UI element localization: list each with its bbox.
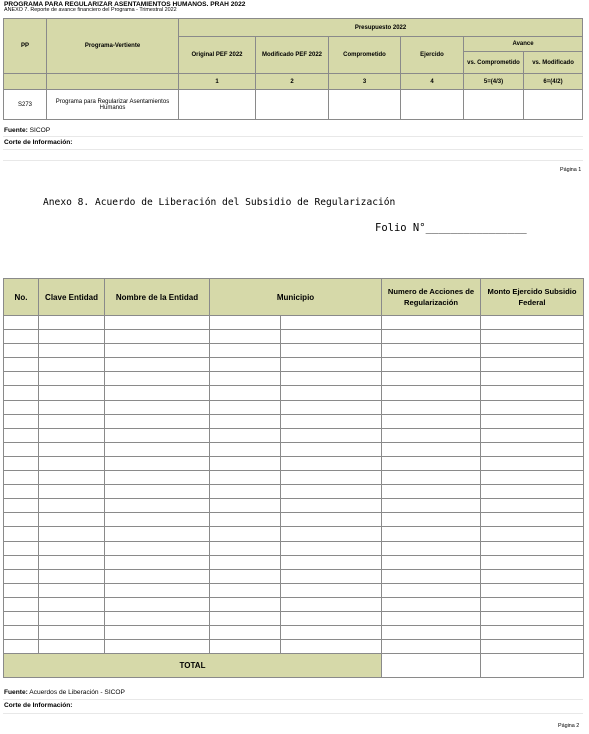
table-row — [4, 414, 584, 428]
table-row — [4, 499, 584, 513]
monto-cell — [481, 316, 584, 330]
no-cell — [4, 372, 39, 386]
table-row — [4, 330, 584, 344]
nombre-cell — [105, 428, 210, 442]
no-cell — [4, 344, 39, 358]
row-pp: S273 — [4, 90, 47, 120]
no-cell — [4, 386, 39, 400]
no-cell — [4, 597, 39, 611]
clave-cell — [39, 640, 105, 654]
page-number-1: Página 1 — [560, 167, 582, 173]
table-row — [4, 626, 584, 640]
no-cell — [4, 414, 39, 428]
monto-cell — [481, 640, 584, 654]
clave-cell — [39, 597, 105, 611]
acciones-cell — [382, 597, 481, 611]
gridline — [3, 149, 583, 150]
table-row — [4, 541, 584, 555]
gridline — [3, 136, 583, 137]
acciones-cell — [382, 358, 481, 372]
folio-field: Folio N°________________ — [375, 222, 527, 234]
clave-cell — [39, 442, 105, 456]
table-row — [4, 555, 584, 569]
municipio-cell — [210, 358, 281, 372]
acciones-cell — [382, 569, 481, 583]
table-row — [4, 597, 584, 611]
acciones-cell — [382, 527, 481, 541]
col-avance-header: Avance — [464, 37, 583, 52]
acciones-cell — [382, 442, 481, 456]
clave-cell — [39, 414, 105, 428]
acciones-cell — [382, 555, 481, 569]
nombre-cell — [105, 414, 210, 428]
col-acciones-header: Numero de Acciones de Regularización — [382, 279, 481, 316]
acciones-cell — [382, 414, 481, 428]
acciones-cell — [382, 456, 481, 470]
municipio-cell — [210, 513, 281, 527]
clave-cell — [39, 316, 105, 330]
acciones-cell — [382, 611, 481, 625]
row-vs-comprometido-cell — [464, 90, 524, 120]
monto-cell — [481, 344, 584, 358]
corte-label: Corte de Información: — [4, 702, 73, 709]
municipio-sub-cell — [281, 485, 382, 499]
no-cell — [4, 442, 39, 456]
acciones-cell — [382, 471, 481, 485]
col-pp-header: PP — [4, 19, 47, 74]
municipio-cell — [210, 499, 281, 513]
clave-cell — [39, 569, 105, 583]
municipio-cell — [210, 626, 281, 640]
monto-cell — [481, 456, 584, 470]
no-cell — [4, 485, 39, 499]
corte-note-2 — [4, 702, 73, 709]
nombre-cell — [105, 330, 210, 344]
clave-cell — [39, 513, 105, 527]
col-clave-header: Clave Entidad — [39, 279, 105, 316]
no-cell — [4, 499, 39, 513]
monto-cell — [481, 358, 584, 372]
municipio-sub-cell — [281, 597, 382, 611]
col-vs-modificado-header: vs. Modificado — [524, 52, 583, 74]
municipio-sub-cell — [281, 541, 382, 555]
municipio-sub-cell — [281, 569, 382, 583]
municipio-sub-cell — [281, 471, 382, 485]
report-subtitle: ANEXO 7. Reporte de avance financiero del Programa - Trimestral 2022 — [4, 7, 177, 13]
no-cell — [4, 569, 39, 583]
clave-cell — [39, 583, 105, 597]
col-nombre-header: Nombre de la Entidad — [105, 279, 210, 316]
table-row — [4, 569, 584, 583]
index-cell: 4 — [401, 74, 464, 90]
municipio-sub-cell — [281, 330, 382, 344]
municipio-sub-cell — [281, 386, 382, 400]
row-modificado-cell — [256, 90, 329, 120]
no-cell — [4, 428, 39, 442]
clave-cell — [39, 428, 105, 442]
col-vs-comprometido-header: vs. Comprometido — [464, 52, 524, 74]
acciones-cell — [382, 428, 481, 442]
page-number-2: Página 2 — [558, 723, 580, 729]
municipio-sub-cell — [281, 358, 382, 372]
municipio-sub-cell — [281, 414, 382, 428]
table-row — [4, 372, 584, 386]
corte-note-1 — [4, 139, 73, 146]
monto-cell — [481, 527, 584, 541]
nombre-cell — [105, 499, 210, 513]
monto-cell — [481, 541, 584, 555]
acciones-cell — [382, 640, 481, 654]
clave-cell — [39, 358, 105, 372]
no-cell — [4, 330, 39, 344]
table-row — [4, 640, 584, 654]
nombre-cell — [105, 372, 210, 386]
municipio-sub-cell — [281, 456, 382, 470]
index-cell: 3 — [329, 74, 401, 90]
total-row — [4, 654, 584, 678]
no-cell — [4, 640, 39, 654]
municipio-sub-cell — [281, 428, 382, 442]
nombre-cell — [105, 541, 210, 555]
col-original-header: Original PEF 2022 — [179, 37, 256, 74]
nombre-cell — [105, 400, 210, 414]
municipio-sub-cell — [281, 400, 382, 414]
municipio-cell — [210, 330, 281, 344]
clave-cell — [39, 527, 105, 541]
nombre-cell — [105, 640, 210, 654]
fuente-note-2 — [4, 689, 125, 696]
row-ejercido-cell — [401, 90, 464, 120]
monto-cell — [481, 386, 584, 400]
nombre-cell — [105, 626, 210, 640]
monto-cell — [481, 400, 584, 414]
nombre-cell — [105, 527, 210, 541]
acciones-cell — [382, 316, 481, 330]
fuente-note-1 — [4, 127, 50, 134]
clave-cell — [39, 456, 105, 470]
municipio-cell — [210, 386, 281, 400]
table-row — [4, 428, 584, 442]
municipio-sub-cell — [281, 555, 382, 569]
acciones-cell — [382, 541, 481, 555]
col-programa-header: Programa-Vertiente — [47, 19, 179, 74]
table-row — [4, 583, 584, 597]
total-acciones-cell — [382, 654, 481, 678]
table-row — [4, 400, 584, 414]
gridline — [3, 713, 583, 714]
blank-index-cell — [47, 74, 179, 90]
row-comprometido-cell — [329, 90, 401, 120]
no-cell — [4, 513, 39, 527]
municipio-sub-cell — [281, 527, 382, 541]
municipio-sub-cell — [281, 513, 382, 527]
col-modificado-header: Modificado PEF 2022 — [256, 37, 329, 74]
no-cell — [4, 583, 39, 597]
row-programa: Programa para Regularizar Asentamientos Humanos — [47, 90, 179, 120]
anexo8-title: Anexo 8. Acuerdo de Liberación del Subsidio de Regularización — [43, 197, 396, 208]
nombre-cell — [105, 456, 210, 470]
clave-cell — [39, 555, 105, 569]
table-row — [4, 611, 584, 625]
table-row — [4, 485, 584, 499]
clave-cell — [39, 400, 105, 414]
corte-label: Corte de Información: — [4, 139, 73, 146]
nombre-cell — [105, 597, 210, 611]
col-presupuesto-header: Presupuesto 2022 — [179, 19, 583, 37]
municipio-cell — [210, 414, 281, 428]
acciones-cell — [382, 485, 481, 499]
clave-cell — [39, 386, 105, 400]
clave-cell — [39, 372, 105, 386]
no-cell — [4, 527, 39, 541]
fuente-label: Fuente: — [4, 689, 28, 696]
acciones-cell — [382, 372, 481, 386]
municipio-cell — [210, 372, 281, 386]
municipio-cell — [210, 471, 281, 485]
municipio-cell — [210, 442, 281, 456]
municipio-cell — [210, 640, 281, 654]
nombre-cell — [105, 513, 210, 527]
index-cell: 6=(4/2) — [524, 74, 583, 90]
report-title: PROGRAMA PARA REGULARIZAR ASENTAMIENTOS HUMANOS. PRAH 2022 — [4, 1, 246, 8]
no-cell — [4, 400, 39, 414]
table-row — [4, 527, 584, 541]
index-cell: 2 — [256, 74, 329, 90]
nombre-cell — [105, 344, 210, 358]
municipio-sub-cell — [281, 442, 382, 456]
clave-cell — [39, 471, 105, 485]
nombre-cell — [105, 442, 210, 456]
monto-cell — [481, 597, 584, 611]
acciones-cell — [382, 626, 481, 640]
municipio-sub-cell — [281, 316, 382, 330]
monto-cell — [481, 611, 584, 625]
col-municipio-header: Municipio — [210, 279, 382, 316]
acciones-cell — [382, 400, 481, 414]
index-cell: 1 — [179, 74, 256, 90]
municipio-cell — [210, 527, 281, 541]
blank-index-cell — [4, 74, 47, 90]
municipio-sub-cell — [281, 372, 382, 386]
gridline — [3, 160, 583, 161]
nombre-cell — [105, 583, 210, 597]
col-monto-header: Monto Ejercido Subsidio Federal — [481, 279, 584, 316]
monto-cell — [481, 372, 584, 386]
municipio-sub-cell — [281, 640, 382, 654]
col-ejercido-header: Ejercido — [401, 37, 464, 74]
monto-cell — [481, 442, 584, 456]
municipio-cell — [210, 485, 281, 499]
table-row — [4, 358, 584, 372]
monto-cell — [481, 471, 584, 485]
municipio-cell — [210, 541, 281, 555]
table-row — [4, 442, 584, 456]
financial-report-table — [3, 18, 583, 120]
table-row — [4, 344, 584, 358]
table-row — [4, 316, 584, 330]
monto-cell — [481, 569, 584, 583]
municipio-sub-cell — [281, 344, 382, 358]
clave-cell — [39, 344, 105, 358]
municipio-cell — [210, 569, 281, 583]
col-no-header: No. — [4, 279, 39, 316]
monto-cell — [481, 428, 584, 442]
row-original-cell — [179, 90, 256, 120]
monto-cell — [481, 555, 584, 569]
monto-cell — [481, 414, 584, 428]
clave-cell — [39, 330, 105, 344]
liberacion-table — [3, 278, 584, 678]
gridline — [3, 699, 583, 700]
acciones-cell — [382, 386, 481, 400]
row-vs-modificado-cell — [524, 90, 583, 120]
municipio-cell — [210, 555, 281, 569]
municipio-sub-cell — [281, 611, 382, 625]
municipio-cell — [210, 611, 281, 625]
acciones-cell — [382, 583, 481, 597]
table-row — [4, 456, 584, 470]
acciones-cell — [382, 513, 481, 527]
nombre-cell — [105, 555, 210, 569]
monto-cell — [481, 330, 584, 344]
monto-cell — [481, 499, 584, 513]
municipio-cell — [210, 597, 281, 611]
table-row — [4, 386, 584, 400]
no-cell — [4, 611, 39, 625]
nombre-cell — [105, 471, 210, 485]
acciones-cell — [382, 499, 481, 513]
municipio-cell — [210, 428, 281, 442]
municipio-cell — [210, 583, 281, 597]
no-cell — [4, 456, 39, 470]
nombre-cell — [105, 485, 210, 499]
no-cell — [4, 358, 39, 372]
total-monto-cell — [481, 654, 584, 678]
monto-cell — [481, 513, 584, 527]
fuente-label: Fuente: — [4, 127, 28, 134]
municipio-cell — [210, 316, 281, 330]
nombre-cell — [105, 386, 210, 400]
no-cell — [4, 555, 39, 569]
clave-cell — [39, 541, 105, 555]
no-cell — [4, 316, 39, 330]
fuente-value: SICOP — [29, 127, 51, 134]
monto-cell — [481, 485, 584, 499]
clave-cell — [39, 626, 105, 640]
total-label: TOTAL — [4, 654, 382, 678]
fuente-value: Acuerdos de Liberación - SICOP — [29, 689, 125, 696]
nombre-cell — [105, 611, 210, 625]
no-cell — [4, 541, 39, 555]
municipio-sub-cell — [281, 583, 382, 597]
monto-cell — [481, 583, 584, 597]
municipio-cell — [210, 400, 281, 414]
clave-cell — [39, 611, 105, 625]
municipio-sub-cell — [281, 499, 382, 513]
index-cell: 5=(4/3) — [464, 74, 524, 90]
clave-cell — [39, 485, 105, 499]
table-row — [4, 513, 584, 527]
acciones-cell — [382, 330, 481, 344]
nombre-cell — [105, 358, 210, 372]
municipio-cell — [210, 456, 281, 470]
acciones-cell — [382, 344, 481, 358]
municipio-cell — [210, 344, 281, 358]
clave-cell — [39, 499, 105, 513]
nombre-cell — [105, 316, 210, 330]
col-comprometido-header: Comprometido — [329, 37, 401, 74]
no-cell — [4, 626, 39, 640]
nombre-cell — [105, 569, 210, 583]
table-row — [4, 471, 584, 485]
municipio-sub-cell — [281, 626, 382, 640]
monto-cell — [481, 626, 584, 640]
no-cell — [4, 471, 39, 485]
